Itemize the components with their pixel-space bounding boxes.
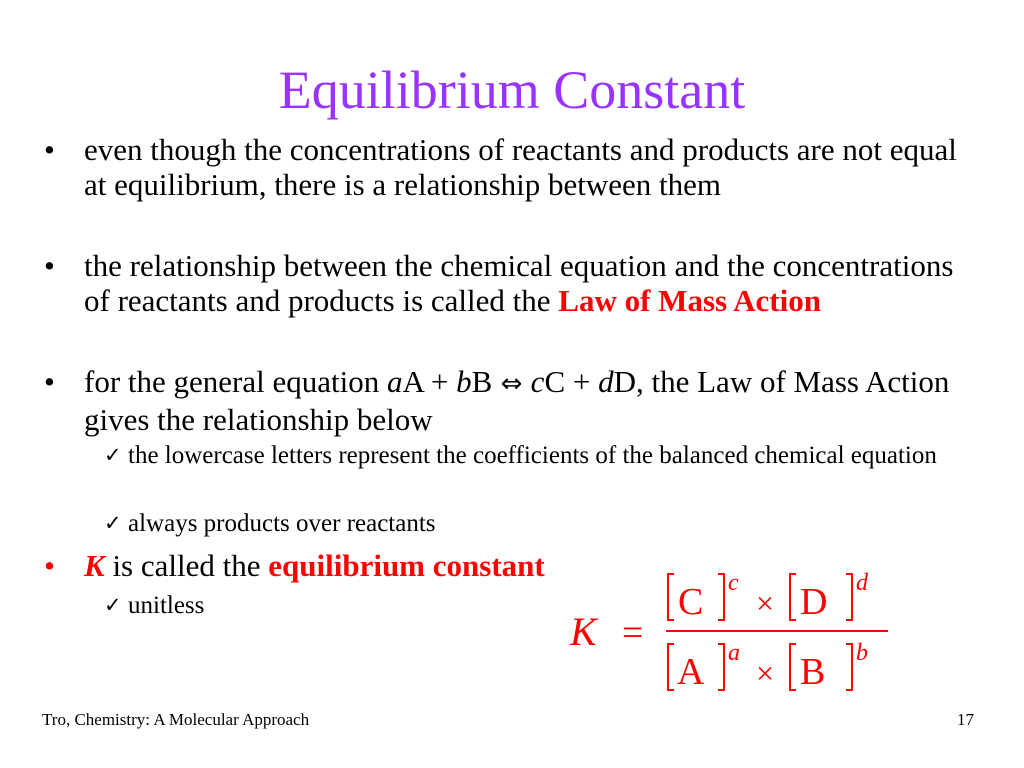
bullet-text — [84, 248, 984, 318]
den-species-2: B — [800, 651, 826, 693]
species-a: A — [402, 364, 424, 399]
bullet-2 — [44, 248, 984, 318]
coef-c: c — [530, 364, 545, 399]
equilibrium-arrow-icon: ⇔ — [492, 369, 531, 399]
sub-bullet-text: the lowercase letters represent the coefficients of the balanced chemical equation — [128, 442, 937, 469]
sub-bullet-text: unitless — [128, 592, 205, 619]
den-species-1: A — [677, 651, 705, 693]
bullet-text-plain: , the Law of Mass Action gives the relationship below — [84, 364, 950, 437]
bullet-dot: • — [44, 548, 55, 583]
k-symbol: K — [84, 548, 105, 583]
sub-bullet-text: always products over reactants — [128, 510, 436, 537]
general-equation — [387, 364, 636, 399]
num-species-2: D — [800, 581, 828, 623]
sub-bullet-1 — [104, 440, 984, 471]
bullet-text-plain: is called the — [104, 548, 269, 583]
den-exp-2: b — [856, 640, 868, 666]
species-c: C — [544, 364, 566, 399]
num-exp-2: d — [856, 570, 868, 596]
slide-title: Equilibrium Constant — [278, 60, 746, 120]
bullet-text: even though the concentrations of reactants and products are not equal at equilibrium, there is a relationship between them — [84, 132, 957, 202]
den-exp-1: a — [728, 640, 740, 666]
coef-a: a — [386, 364, 403, 399]
formula-graphic — [560, 560, 900, 710]
species-d: D — [613, 364, 636, 399]
equilibrium-constant-term: equilibrium constant — [268, 548, 545, 583]
checkmark-icon: ✓ — [104, 511, 122, 535]
checkmark-icon: ✓ — [104, 593, 122, 617]
bullet-text-plain: for the general equation — [84, 364, 387, 399]
sub-bullet-2 — [104, 508, 984, 539]
law-of-mass-action-term: Law of Mass Action — [558, 283, 821, 318]
bullet-dot: • — [44, 248, 55, 283]
bullet-dot: • — [44, 364, 55, 399]
formula-equals: = — [622, 612, 644, 654]
bullet-text-plain: the relationship between the chemical equation and the concentrations of reactants and products is called the — [84, 248, 954, 318]
fraction-bar — [666, 630, 888, 632]
coef-b: b — [456, 364, 472, 399]
bullet-3 — [44, 364, 984, 437]
plus-sign: + — [565, 364, 599, 399]
num-exp-1: c — [728, 570, 739, 596]
page-number: 17 — [957, 710, 974, 729]
num-species-1: C — [678, 581, 704, 623]
footer-source: Tro, Chemistry: A Molecular Approach — [42, 710, 310, 729]
times-sign: × — [756, 655, 775, 691]
coef-d: d — [598, 364, 614, 399]
bullet-text — [84, 364, 984, 437]
checkmark-icon: ✓ — [104, 443, 122, 467]
equilibrium-constant-formula — [560, 560, 900, 710]
species-b: B — [471, 364, 493, 399]
plus-sign: + — [423, 364, 457, 399]
formula-k: K — [570, 609, 597, 654]
bullet-dot: • — [44, 132, 55, 167]
bullet-1 — [44, 132, 984, 202]
times-sign: × — [756, 585, 775, 621]
